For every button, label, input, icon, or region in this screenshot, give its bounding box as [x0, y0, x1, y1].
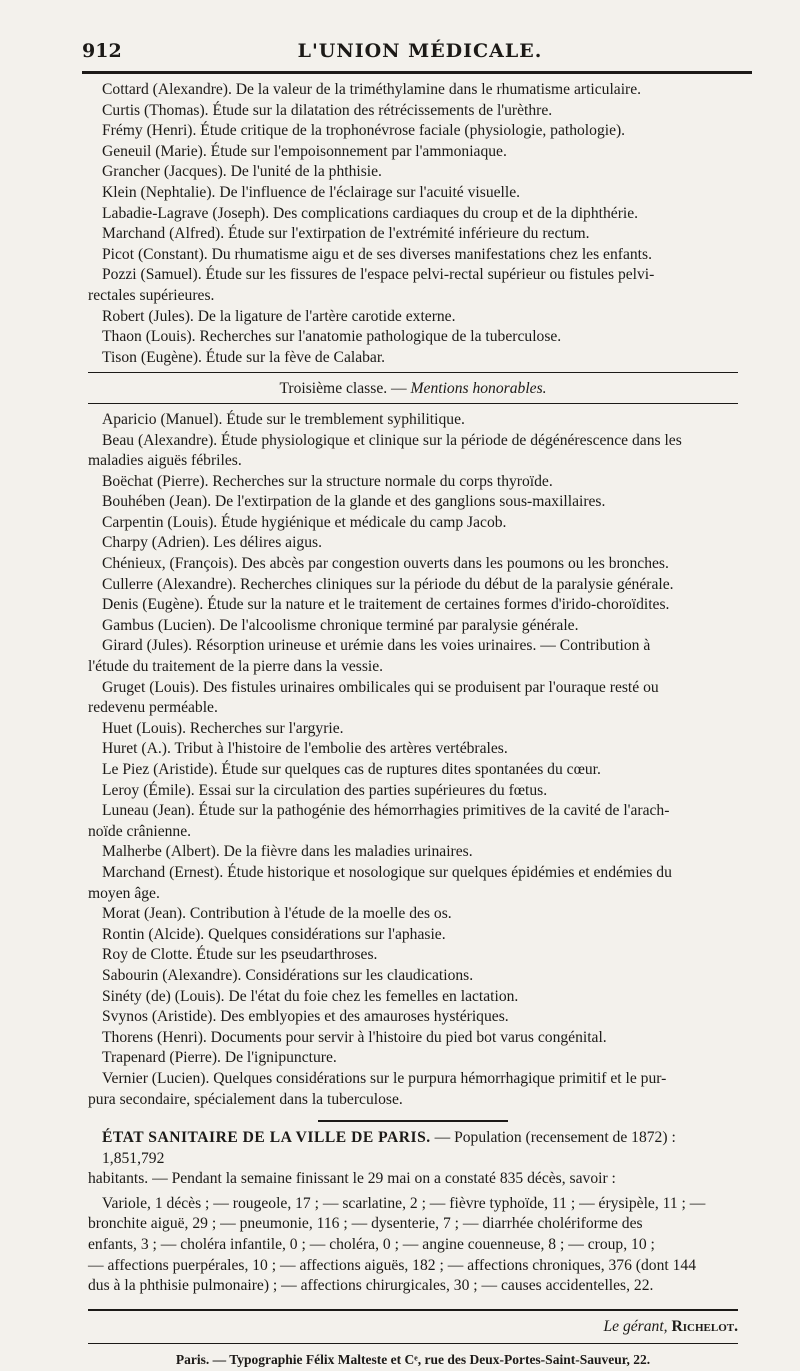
entry-robert: Robert (Jules). De la ligature de l'artère carotide externe.: [102, 307, 456, 325]
signature: [88, 1317, 738, 1338]
entry-thorens: Thorens (Henri). Documents pour servir à l'histoire du pied bot varus congénital.: [102, 1028, 607, 1046]
entry-gruget-cont: redevenu perméable.: [88, 699, 218, 717]
entry-labadie: Labadie-Lagrave (Joseph). Des complications cardiaques du croup et de la diphthérie.: [102, 204, 639, 222]
entry-svynos: Svynos (Aristide). Des emblyopies et des amauroses hystériques.: [102, 1008, 509, 1026]
entry-thaon: Thaon (Louis). Recherches sur l'anatomie pathologique de la tuberculose.: [102, 328, 562, 346]
entry-carpentin: Carpentin (Louis). Étude hygiénique et médicale du camp Jacob.: [102, 513, 507, 531]
etat-stats-2: bronchite aiguë, 29 ; — pneumonie, 116 ; — dysenterie, 7 ; — diarrhée cholériforme des: [88, 1215, 643, 1233]
running-header: [82, 40, 758, 66]
entry-luneau-cont: noïde crânienne.: [88, 822, 192, 840]
journal-title: L'UNION MÉDICALE.: [297, 40, 543, 62]
entry-marchand-ernest-cont: moyen âge.: [88, 884, 160, 902]
third-class-heading-title: Troisième classe. —: [279, 380, 411, 398]
page-number: 912: [82, 40, 122, 62]
entry-huret: Huret (A.). Tribut à l'histoire de l'embolie des artères vertébrales.: [102, 740, 508, 758]
footer-rule: [88, 1309, 738, 1311]
entry-roy: Roy de Clotte. Étude sur les pseudarthroses.: [102, 946, 378, 964]
third-class-heading: [88, 379, 738, 400]
signature-name: Richelot.: [671, 1317, 738, 1335]
entry-girard-cont: l'étude du traitement de la pierre dans la vessie.: [88, 658, 384, 676]
entry-pozzi-cont: rectales supérieures.: [88, 286, 215, 304]
etat-header-line: [88, 1128, 738, 1169]
entry-tison: Tison (Eugène). Étude sur la fève de Calabar.: [102, 348, 386, 366]
entry-huet-louis: Huet (Louis). Recherches sur l'argyrie.: [102, 719, 344, 737]
entry-le-piez: Le Piez (Aristide). Étude sur quelques cas de ruptures dites spontanées du cœur.: [102, 761, 601, 778]
imprint: Paris. — Typographie Félix Malteste et Cᵉ, rue des Deux-Portes-Saint-Sauveur, 22.: [175, 1352, 651, 1368]
entry-girard: Girard (Jules). Résorption urineuse et urémie dans les voies urinaires. — Contribution à: [102, 637, 651, 655]
entry-malherbe: Malherbe (Albert). De la fièvre dans les maladies urinaires.: [102, 843, 473, 861]
etat-intro-1: — Population (recensement de 1872) : 1,851,792: [102, 1129, 676, 1167]
entry-gruget: Gruget (Louis). Des fistules urinaires ombilicales qui se produisent par l'ouraque resté ou: [102, 678, 659, 696]
section-rule: [88, 372, 738, 373]
entry-gambus: Gambus (Lucien). De l'alcoolisme chronique terminé par paralysie générale.: [102, 616, 579, 634]
entry-grancher: Grancher (Jacques). De l'unité de la phthisie.: [102, 163, 382, 181]
entry-aparicio: Aparicio (Manuel). Étude sur le tremblement syphilitique.: [102, 410, 465, 428]
signature-label: Le gérant,: [603, 1317, 668, 1335]
entry-picot: Picot (Constant). Du rhumatisme aigu et de ses diverses manifestations chez les enfants.: [102, 245, 652, 263]
entry-vernier: Vernier (Lucien). Quelques considérations sur le purpura hémorrhagique primitif et le pur-: [102, 1069, 667, 1087]
second-class-list: [88, 80, 738, 1371]
entry-pozzi: Pozzi (Samuel). Étude sur les fissures de l'espace pelvi-rectal supérieur ou fistules pelvi-: [102, 266, 655, 284]
entry-marchand: Marchand (Alfred). Étude sur l'extirpation de l'extrémité inférieure du rectum.: [102, 225, 590, 243]
entry-vernier-cont: pura secondaire, spécialement dans la tuberculose.: [88, 1090, 403, 1108]
etat-stats-5: dus à la phthisie pulmonaire) ; — affections chirurgicales, 30 ; — causes accidentelles, 22.: [88, 1277, 654, 1295]
etat-title: ÉTAT SANITAIRE DE LA VILLE DE PARIS.: [102, 1129, 431, 1147]
entry-bouheben: Bouhében (Jean). De l'extirpation de la glande et des ganglions sous-maxillaires.: [102, 493, 606, 511]
entry-geneuil: Geneuil (Marie). Étude sur l'empoisonnement par l'ammoniaque.: [102, 142, 507, 160]
section-rule-2: [88, 403, 738, 404]
etat-stats-1: Variole, 1 décès ; — rougeole, 17 ; — scarlatine, 2 ; — fièvre typhoïde, 11 ; — érysipèle, 11 ; —: [102, 1194, 706, 1212]
entry-chenieux: Chénieux, (François). Des abcès par congestion ouverts dans les poumons ou les bronches.: [102, 555, 669, 573]
entry-curtis: Curtis (Thomas). Étude sur la dilatation des rétrécissements de l'urèthre.: [102, 101, 553, 119]
entry-klein: Klein (Nephtalie). De l'influence de l'éclairage sur l'acuité visuelle.: [102, 183, 521, 201]
entry-fremy: Frémy (Henri). Étude critique de la trophonévrose faciale (physiologie, pathologie).: [102, 122, 626, 140]
etat-intro-2: habitants. — Pendant la semaine finissant le 29 mai on a constaté 835 décès, savoir :: [88, 1170, 616, 1188]
header-rule: [82, 71, 752, 74]
third-class-heading-subtitle: Mentions honorables.: [410, 380, 547, 398]
entry-morat: Morat (Jean). Contribution à l'étude de la moelle des os.: [102, 905, 452, 923]
etat-stats-3: enfants, 3 ; — choléra infantile, 0 ; — choléra, 0 ; — angine couenneuse, 8 ; — croup, 10 ;: [88, 1236, 655, 1254]
entry-sabourin: Sabourin (Alexandre). Considérations sur les claudications.: [102, 966, 474, 984]
etat-top-rule: [318, 1120, 508, 1122]
entry-beau: Beau (Alexandre). Étude physiologique et clinique sur la période de dégénérescence dans les: [102, 431, 682, 449]
entry-sinety: Sinéty (de) (Louis). De l'état du foie chez les femelles en lactation.: [102, 987, 519, 1005]
entry-boechat: Boëchat (Pierre). Recherches sur la structure normale du corps thyroïde.: [102, 472, 553, 490]
entry-cottard: Cottard (Alexandre). De la valeur de la triméthylamine dans le rhumatisme articulaire.: [102, 81, 642, 98]
entry-cullerre: Cullerre (Alexandre). Recherches cliniques sur la période du début de la paralysie générale.: [102, 575, 674, 593]
entry-leroy: Leroy (Émile). Essai sur la circulation des parties supérieures du fœtus.: [102, 781, 548, 799]
entry-denis: Denis (Eugène). Étude sur la nature et le traitement de certaines formes d'irido-choroïdites.: [102, 596, 670, 614]
entry-rontin: Rontin (Alcide). Quelques considérations sur l'aphasie.: [102, 925, 446, 943]
etat-stats-4: — affections puerpérales, 10 ; — affections aiguës, 182 ; — affections chroniques, 376 (dont 144: [88, 1256, 697, 1274]
imprint-rule: [88, 1343, 738, 1344]
entry-trapenard: Trapenard (Pierre). De l'ignipuncture.: [102, 1049, 337, 1067]
entry-charpy: Charpy (Adrien). Les délires aigus.: [102, 534, 322, 552]
entry-marchand-ernest: Marchand (Ernest). Étude historique et nosologique sur quelques épidémies et endémies du: [102, 863, 672, 881]
entry-luneau: Luneau (Jean). Étude sur la pathogénie des hémorrhagies primitives de la cavité de l'arach-: [102, 802, 670, 820]
entry-beau-cont: maladies aiguës fébriles.: [88, 452, 242, 470]
